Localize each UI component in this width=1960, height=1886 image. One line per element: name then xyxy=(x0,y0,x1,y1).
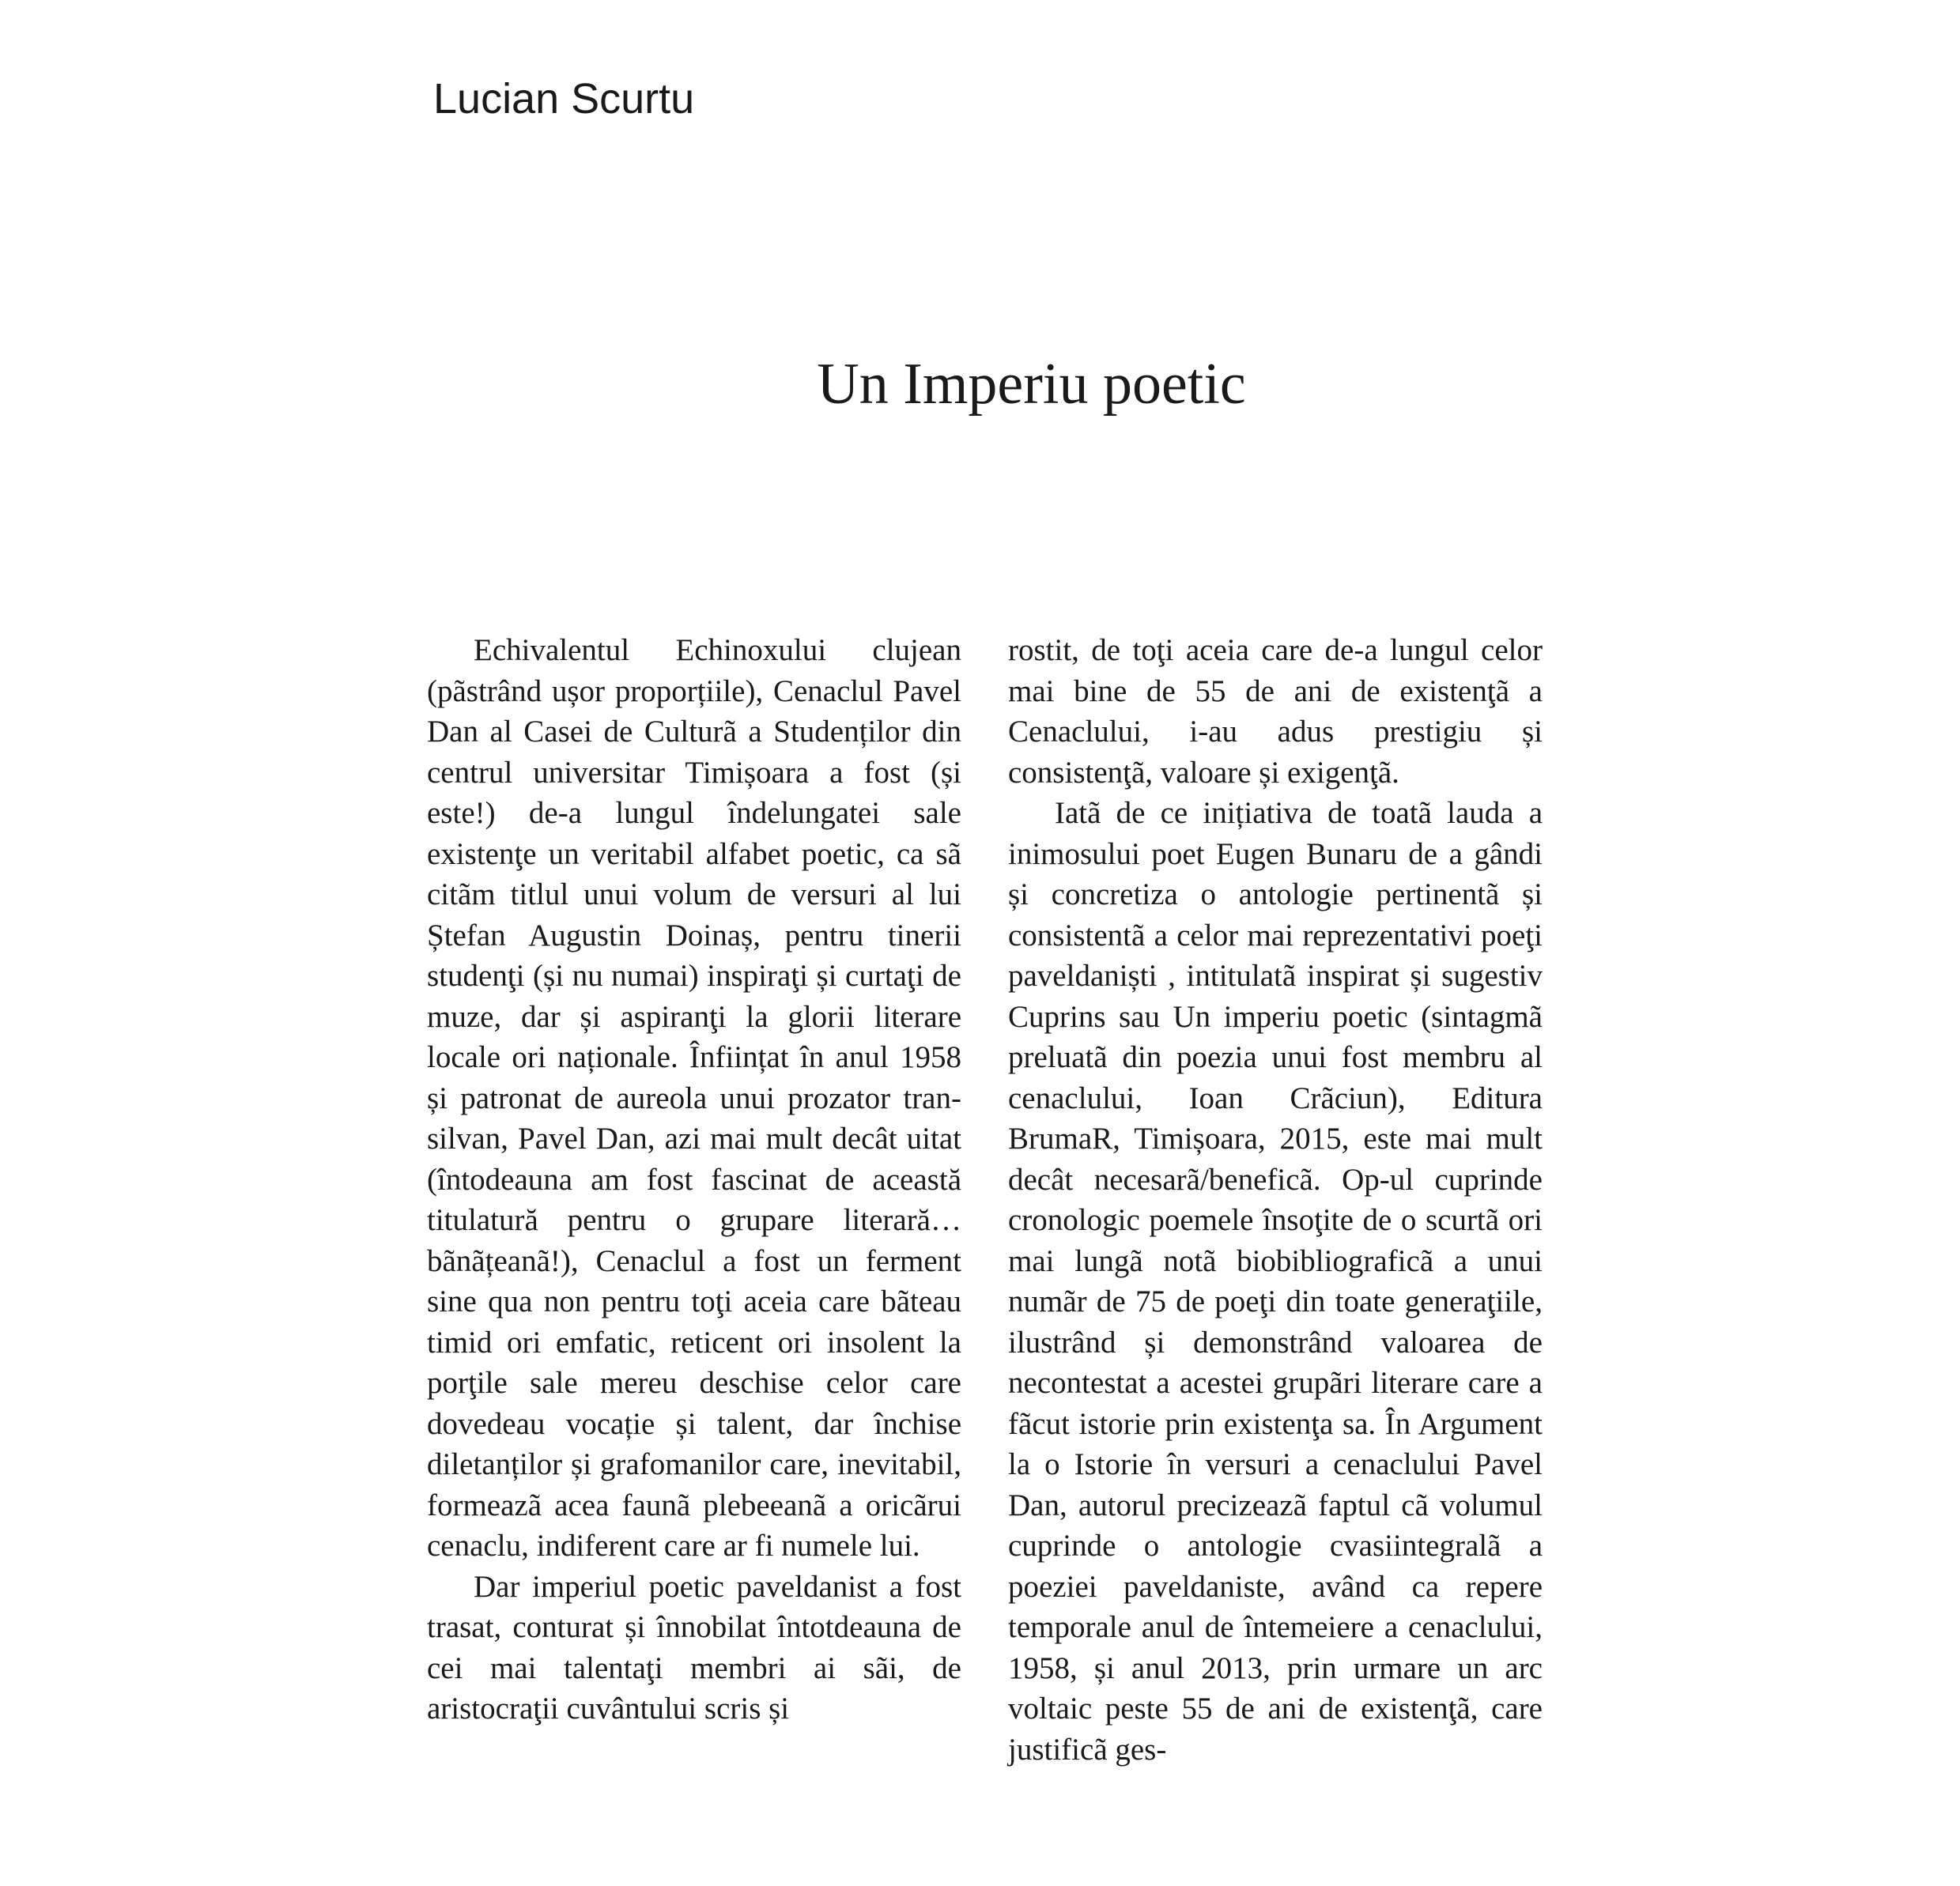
paragraph-2: Dar imperiul poetic paveldanist a fost trasat, conturat și înnobilat întotdeauna de cei mai talentaţi membri ai sãi, de aristocraţii cuvântului scris și xyxy=(427,1569,961,1726)
paragraph-3: Iatã de ce inițiativa de toatã lauda a inimosului poet Eugen Bunaru de a gândi și concretiza o antologie pertinentã și consistentã a celor mai reprezentativi poeţi paveldaniști , intitulatã inspirat și sugestiv Cuprins sau Un imperiu poetic (sintagmã preluatã din poezia unui fost membru al cenaclului, Ioan Crãciun), Editura BrumaR, Timișoara, 2015, este mai mult decât necesarã/beneficã. Op-ul cuprinde cronologic poemele însoţite de o scurtã ori mai lungã notã biobibliograficã a unui numãr de 75 de poeţi din toate generaţiile, ilustrând și demonstrând valoarea de necontestat a acestei grupãri literare care a fãcut istorie prin existenţa sa. În Argument la o Istorie în versuri a cenaclului Pavel Dan, autorul precizeazã faptul cã volumul cuprinde o antologie cvasiintegralã a poeziei paveldaniste, având ca repere temporale anul de întemeiere a cenaclului, 1958, și anul 2013, prin urmare un arc voltaic peste 55 de ani de existenţã, care justificã ges- xyxy=(1008,796,1543,1767)
article-title: Un Imperiu poetic xyxy=(817,352,1246,417)
paragraph-2-continued: rostit, de toţi aceia care de-a lungul celor mai bine de 55 de ani de existenţã a Cenaclului, i-au adus prestigiu și consistenţã, valoare și exigenţã. xyxy=(1008,633,1543,790)
author-name: Lucian Scurtu xyxy=(433,75,695,123)
paragraph-1: Echivalentul Echinoxului clujean (pãstrând ușor proporțiile), Cenaclul Pavel Dan al Casei de Culturã a Studenților din centrul universitar Timișoara a fost (și este!) de-a lungul îndelungatei sale existenţe un veritabil alfabet poetic, ca sã citãm titlul unui volum de versuri al lui Ștefan Augustin Doinaș, pentru tinerii studenţi (și nu numai) inspiraţi și curtaţi de muze, dar și aspiranţi la glorii literare locale ori naționale. Înființat în anul 1958 și patronat de aureola unui prozator transilvan, Pavel Dan, azi mai mult decât uitat (întodeauna am fost fascinat de această titulatură pentru o grupare literară…bãnãțeanã!), Cenaclul a fost un ferment sine qua non pentru toţi aceia care bãteau timid ori emfatic, reticent ori insolent la porţile sale mereu deschise celor care dovedeau vocație și talent, dar închise diletanților și grafomanilor care, inevitabil, formeazã acea faunã plebeeanã a oricãrui cenaclu, indiferent care ar fi numele lui. xyxy=(427,633,961,1563)
left-column xyxy=(427,630,961,1729)
right-column xyxy=(1008,630,1543,1770)
